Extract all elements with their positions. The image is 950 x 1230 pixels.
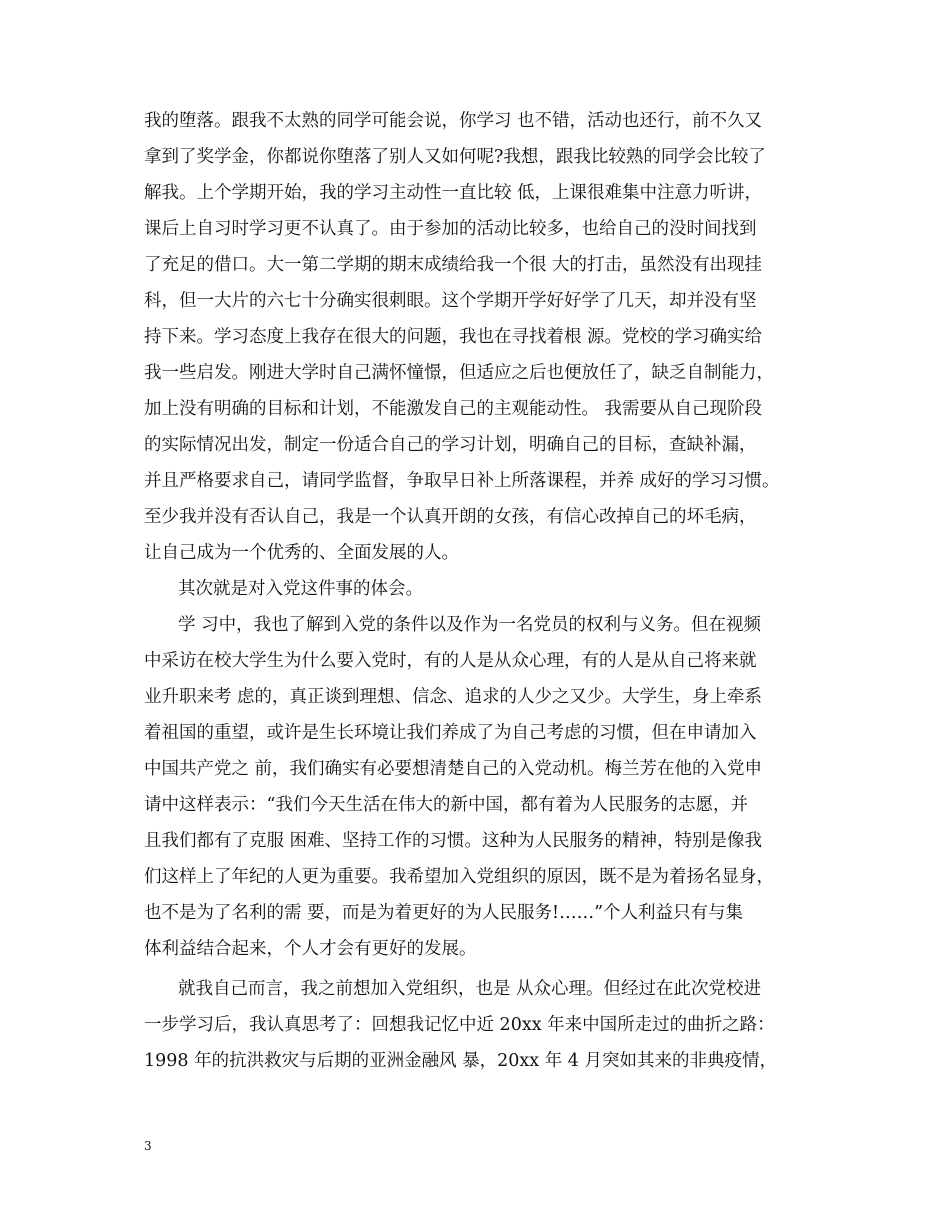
page-number: 3 — [144, 1139, 152, 1153]
text-line: 课后上自习时学习更不认真了。由于参加的活动比较多，也给自己的没时间找到 — [144, 219, 757, 239]
text-line: 了充足的借口。大一第二学期的期末成绩给我一个很 大的打击，虽然没有出现挂 — [144, 255, 763, 275]
text-line: 中采访在校大学生为什么要入党时，有的人是从众心理，有的人是从自己将来就 — [144, 651, 757, 671]
text-line: 们这样上了年纪的人更为重要。我希望加入党组织的原因，既不是为着扬名显身， — [144, 867, 774, 887]
text-line: 让自己成为一个优秀的、全面发展的人。 — [144, 543, 459, 563]
text-line: 也不是为了名利的需 要，而是为着更好的为人民服务!……”个人利益只有与集 — [144, 903, 744, 923]
text-line: 业升职来考 虑的，真正谈到理想、信念、追求的人少之又少。大学生，身上牵系 — [144, 687, 763, 707]
text-line: 1998 年的抗洪救灾与后期的亚洲金融风 暴，20xx 年 4 月突如其来的非典疫情， — [144, 1051, 777, 1071]
text-line: 体利益结合起来，个人才会有更好的发展。 — [144, 939, 477, 959]
text-line: 请中这样表示：“我们今天生活在伟大的新中国，都有着为人民服务的志愿，并 — [144, 795, 748, 815]
text-line: 的实际情况出发，制定一份适合自己的学习计划，明确自己的目标，查缺补漏， — [144, 435, 757, 455]
text-line: 加上没有明确的目标和计划，不能激发自己的主观能动性。 我需要从自己现阶段 — [144, 399, 763, 419]
text-line: 一步学习后，我认真思考了：回想我记忆中近 20xx 年来中国所走过的曲折之路： — [144, 1015, 775, 1035]
text-line: 我一些启发。刚进大学时自己满怀憧憬，但适应之后也便放任了，缺乏自制能力， — [144, 363, 774, 383]
text-line: 科，但一大片的六七十分确实很刺眼。这个学期开学好好学了几天，却并没有坚 — [144, 291, 757, 311]
text-line: 我的堕落。跟我不太熟的同学可能会说，你学习 也不错，活动也还行，前不久又 — [144, 111, 763, 131]
paragraph-first-line: 其次就是对入党这件事的体会。 — [178, 579, 423, 599]
text-line: 拿到了奖学金，你都说你堕落了别人又如何呢?我想，跟我比较熟的同学会比较了 — [144, 147, 766, 167]
text-line: 持下来。学习态度上我存在很大的问题，我也在寻找着根 源。党校的学习确实给 — [144, 327, 763, 347]
paragraph-first-line: 就我自己而言，我之前想加入党组织，也是 从众心理。但经过在此次党校进 — [178, 979, 762, 999]
text-line: 中国共产党之 前，我们确实有必要想清楚自己的入党动机。梅兰芳在他的入党申 — [144, 759, 763, 779]
text-line: 并且严格要求自己，请同学监督，争取早日补上所落课程，并养 成好的学习习惯。 — [144, 471, 780, 491]
paragraph-first-line: 学 习中，我也了解到入党的条件以及作为一名党员的权利与义务。但在视频 — [178, 615, 762, 635]
text-line: 解我。上个学期开始，我的学习主动性一直比较 低，上课很难集中注意力听讲， — [144, 183, 763, 203]
text-line: 且我们都有了克服 困难、坚持工作的习惯。这种为人民服务的精神，特别是像我 — [144, 831, 763, 851]
text-line: 着祖国的重望，或许是生长环境让我们养成了为自己考虑的习惯，但在申请加入 — [144, 723, 757, 743]
text-line: 至少我并没有否认自己，我是一个认真开朗的女孩，有信心改掉自己的坏毛病， — [144, 507, 757, 527]
